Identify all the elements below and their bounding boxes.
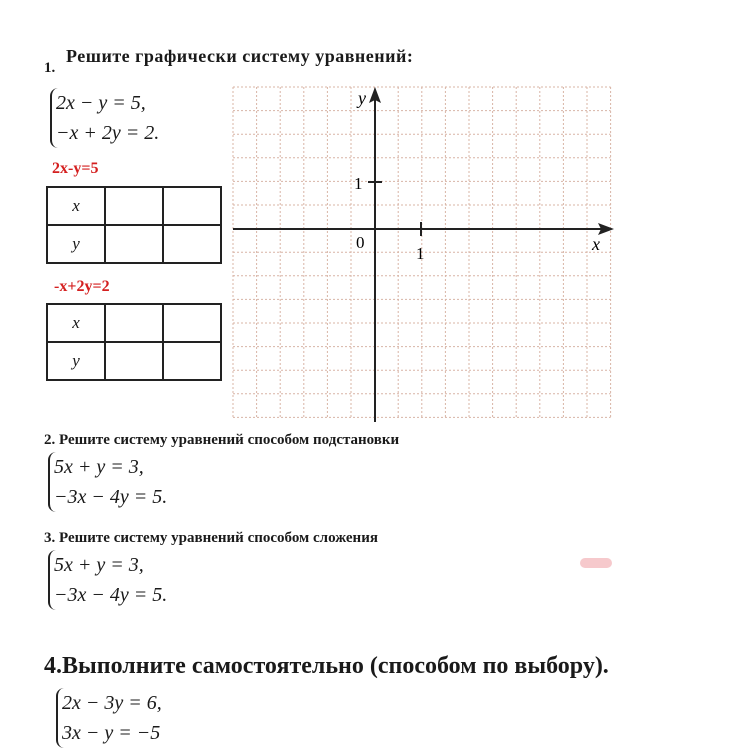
row-header: x (47, 304, 105, 342)
task2-title: 2. Решите систему уравнений способом подстановки (44, 432, 400, 448)
row-header: y (47, 225, 105, 263)
task1-number: 1. (44, 60, 56, 76)
x-axis-label: x (592, 234, 600, 254)
equation: −3x − 4y = 5. (54, 584, 168, 606)
equation: 3x − y = −5 (62, 722, 161, 744)
task3-system (48, 550, 167, 610)
task1-title: Решите графически систему уравнений: (66, 46, 414, 66)
row-header: x (47, 187, 105, 225)
pink-smudge (580, 558, 612, 568)
origin-label: 0 (356, 233, 365, 252)
task4-title: 4.Выполните самостоятельно (способом по выбору). (44, 653, 609, 679)
equation: −x + 2y = 2. (56, 122, 160, 144)
task3-title: 3. Решите систему уравнений способом сложения (44, 530, 378, 546)
row-header: y (47, 342, 105, 380)
x-tick-label: 1 (416, 244, 425, 263)
y-axis-label: y (358, 88, 366, 108)
table2-label: -x+2y=2 (54, 278, 110, 295)
equation: 5x + y = 3, (54, 554, 144, 576)
equation: 2x − y = 5, (56, 92, 146, 114)
table1-label: 2x-y=5 (52, 160, 99, 177)
equation: −3x − 4y = 5. (54, 486, 168, 508)
task2-system (48, 452, 167, 512)
y-tick-label: 1 (354, 174, 363, 193)
equation: 5x + y = 3, (54, 456, 144, 478)
task4-system (56, 688, 162, 748)
equation: 2x − 3y = 6, (62, 692, 162, 714)
